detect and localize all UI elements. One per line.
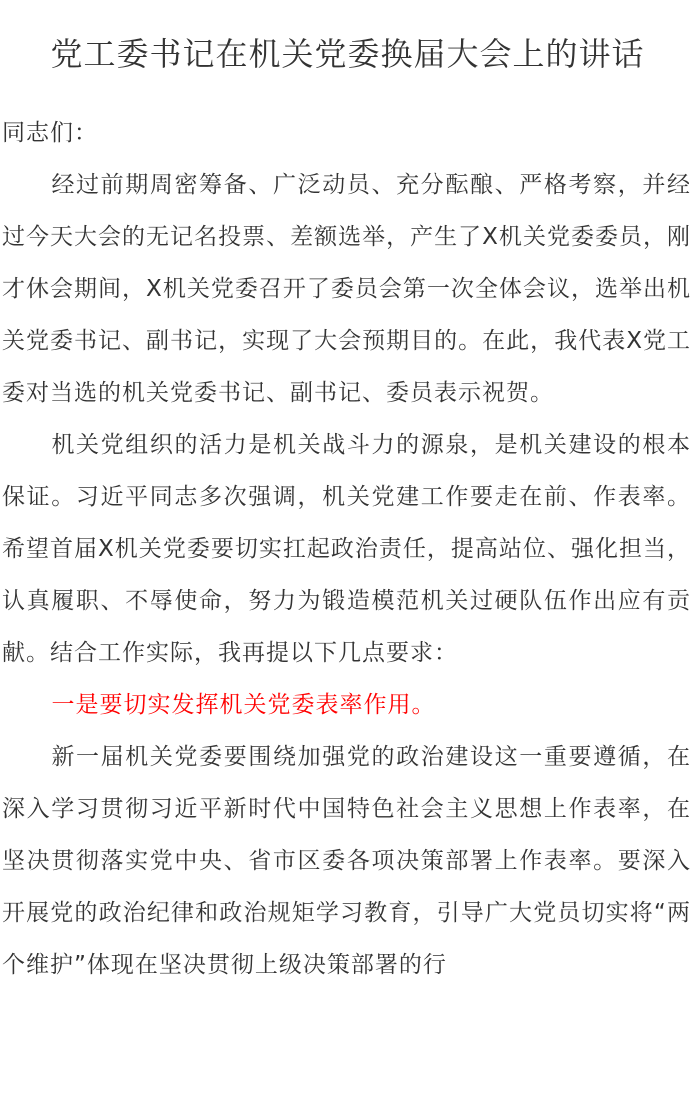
section-heading-1: 一是要切实发挥机关党委表率作用。 xyxy=(51,692,436,718)
document-body xyxy=(2,107,693,991)
paragraph-1: 经过前期周密筹备、广泛动员、充分酝酿、严格考察，并经过今天大会的无记名投票、差额选举，产生了X机关党委委员，刚才休会期间，X机关党委召开了委员会第一次全体会议，选举出机关党委书记、副书记，实现了大会预期目的。在此，我代表X党工委对当选的机关党委书记、副书记、委员表示祝贺。 xyxy=(2,172,691,406)
paragraph-2: 机关党组织的活力是机关战斗力的源泉，是机关建设的根本保证。习近平同志多次强调，机关党建工作要走在前、作表率。希望首届X机关党委要切实扛起政治责任，提高站位、强化担当，认真履职、不辱使命，努力为锻造模范机关过硬队伍作出应有贡献。结合工作实际，我再提以下几点要求： xyxy=(2,432,691,666)
paragraph-3: 新一届机关党委要围绕加强党的政治建设这一重要遵循，在深入学习贯彻习近平新时代中国特色社会主义思想上作表率，在坚决贯彻落实党中央、省市区委各项决策部署上作表率。要深入开展党的政治纪律和政治规矩学习教育，引导广大党员切实将“两个维护”体现在坚决贯彻上级决策部署的行 xyxy=(2,744,691,978)
salutation: 同志们： xyxy=(2,120,98,146)
page-title: 党工委书记在机关党委换届大会上的讲话 xyxy=(50,35,645,73)
